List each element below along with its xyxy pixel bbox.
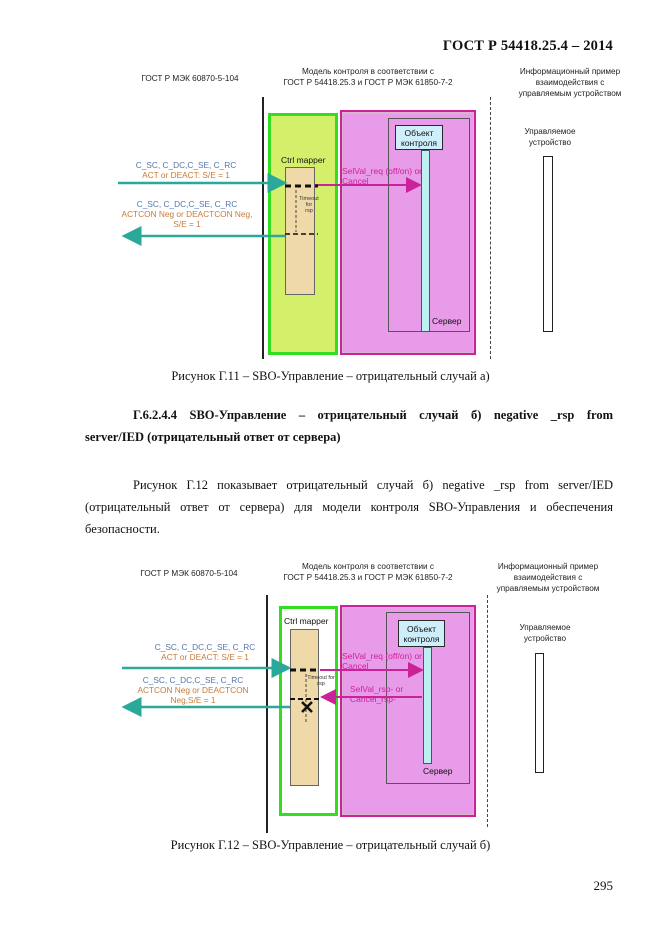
server-label: Сервер — [432, 316, 462, 326]
col-mid-label-b-line2: ГОСТ Р 54418.25.3 и ГОСТ Р МЭК 61850-7-2 — [283, 573, 453, 582]
request-signal-label-line2: ACT or DEACT: S/E = 1 — [142, 170, 230, 180]
standard-code-header: ГОСТ Р 54418.25.4 – 2014 — [442, 38, 613, 54]
device-label-b — [500, 622, 590, 644]
request-signal-b-line2: ACT or DEACT: S/E = 1 — [161, 652, 249, 662]
request-signal-b-line1: C_SC, C_DC,C_SE, C_RC — [154, 642, 256, 652]
response-signal-label-line2: ACTCON Neg or DEACTCON Neg, — [121, 209, 253, 219]
selval-req-line1: SelVal_req (off/on) or — [342, 166, 423, 176]
col-right-label-b-line3: управляемым устройством — [496, 584, 600, 593]
ctrl-mapper-label: Ctrl mapper — [281, 155, 326, 165]
device-label-b-line1: Управляемое — [519, 623, 571, 632]
device-label-b-line2: устройство — [523, 634, 567, 643]
caption-figure-12: Рисунок Г.12 – SBO-Управление – отрицательный случай б) — [170, 838, 491, 852]
selval-req-b-line2: Cancel — [342, 661, 369, 671]
col-right-label-line1: Информационный пример — [519, 67, 621, 76]
col-right-label-b-line1: Информационный пример — [497, 562, 599, 571]
para-line2: (отрицательный ответ от сервера) для модели контроля SBO-Управления и обеспечения — [85, 500, 613, 514]
object-label-b-line1: Объект — [407, 624, 436, 634]
device-lifeline-b — [535, 653, 544, 773]
col-left-label-b: ГОСТ Р МЭК 60870-5-104 — [140, 569, 238, 578]
col-left-label: ГОСТ Р МЭК 60870-5-104 — [141, 74, 239, 83]
col-right-label-line2: взаимодействия с — [535, 78, 605, 87]
section-heading-line2: server/IED (отрицательный ответ от сервера) — [85, 430, 341, 444]
device-label-line2: устройство — [528, 138, 572, 147]
col-mid-label-line2: ГОСТ Р 54418.25.3 и ГОСТ Р МЭК 61850-7-2 — [283, 78, 453, 87]
col-right-label-b-line2: взаимодействия с — [513, 573, 583, 582]
selval-rsp-b-line1: SelVal_rsp- or — [350, 684, 404, 694]
device-label-line1: Управляемое — [524, 127, 576, 136]
para-line1: Рисунок Г.12 показывает отрицательный случай б) negative _rsp from server/IED — [133, 478, 613, 492]
object-label-line2: контроля — [401, 138, 437, 148]
selval-req-b-line1: SelVal_req (off/on) or — [342, 651, 423, 661]
timeout-label-b-line1: Timeout for — [307, 675, 335, 681]
response-signal-label-line1: C_SC, C_DC,C_SE, C_RC — [136, 199, 238, 209]
response-signal-b-line1: C_SC, C_DC,C_SE, C_RC — [142, 675, 244, 685]
page-number: 295 — [593, 878, 613, 893]
cancel-x-mark — [302, 702, 312, 712]
timeout-label-line2: rsp — [305, 208, 313, 214]
ctrl-mapper-label-b: Ctrl mapper — [284, 616, 329, 626]
col-right-label-line3: управляемым устройством — [518, 89, 622, 98]
response-signal-b-line2: ACTCON Neg or DEACTCON — [137, 685, 249, 695]
object-label-line1: Объект — [404, 128, 434, 138]
server-label-b: Сервер — [423, 766, 453, 776]
col-mid-label-b-line1: Модель контроля в соответствии с — [302, 562, 434, 571]
selval-req-line2: Cancel — [342, 176, 369, 186]
col-mid-label-line1: Модель контроля в соответствии с — [302, 67, 434, 76]
selval-rsp-b-line2: Cancel_rsp- — [350, 694, 396, 704]
timeout-label-b-line2: rsp — [317, 681, 325, 687]
para-line3: безопасности. — [85, 522, 160, 536]
caption-figure-11: Рисунок Г.11 – SBO-Управление – отрицательный случай а) — [171, 369, 490, 383]
object-label-b-line2: контроля — [403, 634, 440, 644]
request-signal-label-line1: C_SC, C_DC,C_SE, C_RC — [135, 160, 237, 170]
section-heading-line1: Г.6.2.4.4 SBO-Управление – отрицательный случай б) negative _rsp from — [133, 408, 613, 422]
timeout-label-line1: Timeout for — [299, 196, 319, 208]
response-signal-label-line3: S/E = 1 — [173, 219, 201, 229]
response-signal-b-line3: Neg,S/E = 1 — [170, 695, 216, 705]
